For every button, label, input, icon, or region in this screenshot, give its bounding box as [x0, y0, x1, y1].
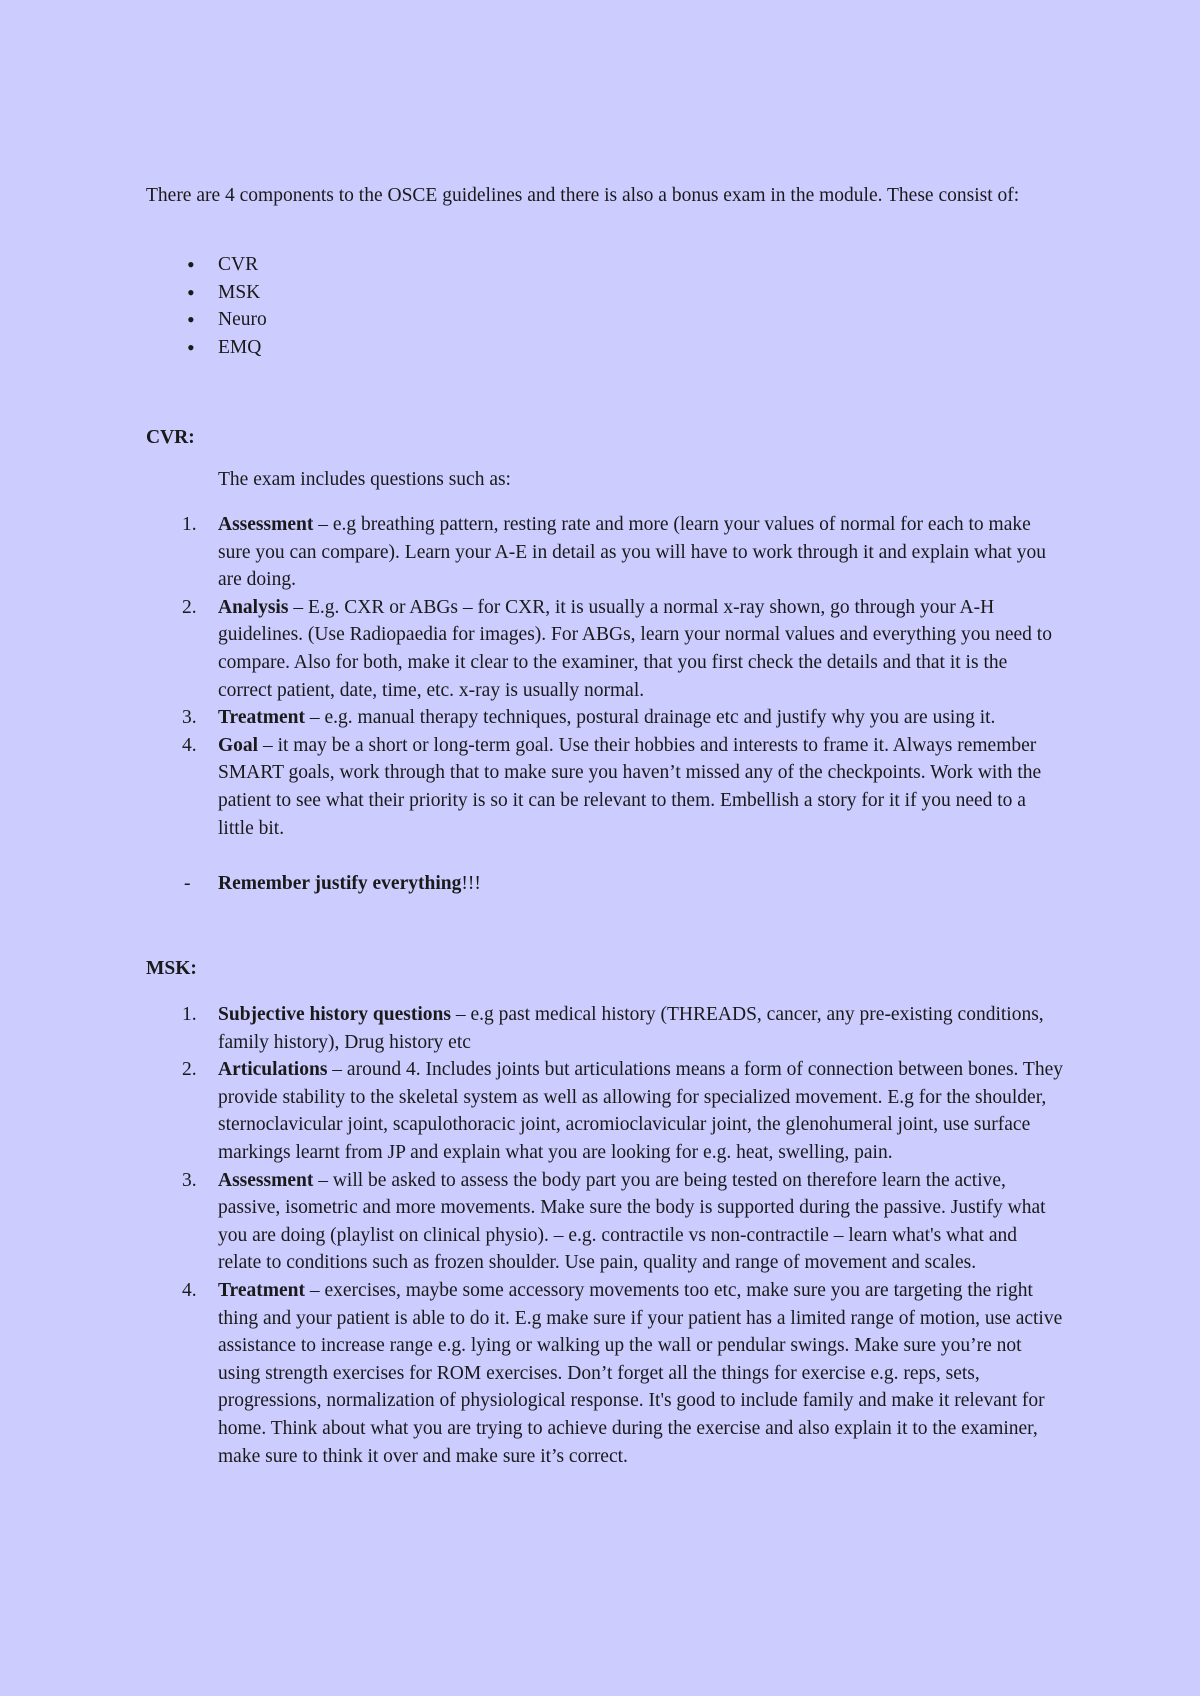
item-text: – exercises, maybe some accessory movements too etc, make sure you are targeting the right thing and your patient is able to do it. E.g make sure if your patient has a limited range of motion, use active assistance to increase range e.g. lying or walking up the wall or pendular swings. Make sure you’re not using strength exercises for ROM exercises. Don’t forget all the things for exercise e.g. reps, sets, progressions, normalization of physiological response. It's good to include family and make it relevant for home. Think about what you are trying to achieve during the exercise and also explain it to the examiner, make sure to think it over and make sure it’s correct.: [218, 1279, 1063, 1467]
intro-paragraph: There are 4 components to the OSCE guidelines and there is also a bonus exam in the module. These consist of:: [146, 185, 1020, 206]
reminder-line: [184, 870, 481, 898]
item-term: Treatment: [218, 707, 305, 729]
list-item: [182, 704, 1063, 732]
list-item: [182, 1056, 1063, 1166]
msk-questions-list: [182, 1001, 1063, 1470]
cvr-questions-list: [182, 511, 1063, 842]
list-item: [182, 1001, 1063, 1056]
item-number: 3.: [182, 707, 197, 729]
list-item: [182, 1277, 1063, 1470]
item-term: Treatment: [218, 1279, 305, 1301]
list-item: [182, 732, 1063, 842]
item-number: 3.: [182, 1169, 197, 1191]
item-term: Assessment: [218, 1169, 314, 1191]
reminder-bold: Remember justify everything: [218, 873, 462, 894]
item-number: 2.: [182, 596, 197, 618]
item-term: Articulations: [218, 1059, 328, 1081]
item-number: 1.: [182, 1004, 197, 1025]
item-term: Subjective history questions: [218, 1004, 451, 1025]
list-item: • CVR: [190, 251, 267, 279]
item-number: 1.: [182, 514, 197, 535]
item-text: – e.g past medical history (THREADS, cancer, any pre-existing conditions, family history), Drug history etc: [218, 1004, 1044, 1053]
list-item: [182, 594, 1063, 704]
cvr-heading: CVR:: [146, 427, 195, 448]
item-term: Assessment: [218, 514, 314, 535]
item-number: 2.: [182, 1059, 197, 1081]
components-list: [190, 251, 267, 361]
reminder-dash: -: [184, 873, 191, 894]
msk-heading: MSK:: [146, 958, 197, 979]
item-text: – e.g. manual therapy techniques, postural drainage etc and justify why you are using it.: [305, 707, 996, 729]
list-item: • MSK: [190, 279, 267, 307]
item-term: Goal: [218, 734, 259, 756]
cvr-intro: The exam includes questions such as:: [218, 469, 511, 490]
reminder-tail: !!!: [461, 873, 481, 894]
item-term: Analysis: [218, 596, 289, 618]
list-item: [182, 511, 1063, 594]
item-text: – will be asked to assess the body part you are being tested on therefore learn the active, passive, isometric and more movements. Make sure the body is supported during the passive. Justify what you are doing (playlist on clinical physio). – e.g. contractile vs non-contractile – learn what's what and relate to conditions such as frozen shoulder. Use pain, quality and range of movement and scales.: [218, 1169, 1046, 1274]
list-item: [182, 1167, 1063, 1277]
item-text: – e.g breathing pattern, resting rate and more (learn your values of normal for each to make sure you can compare). Learn your A-E in detail as you will have to work through it and explain what you are doing.: [218, 514, 1046, 591]
item-number: 4.: [182, 1279, 197, 1301]
list-item: • EMQ: [190, 334, 267, 362]
item-text: – around 4. Includes joints but articulations means a form of connection between bones. They provide stability to the skeletal system as well as allowing for specialized movement. E.g for the shoulder, sternoclavicular joint, scapulothoracic joint, acromioclavicular joint, the glenohumeral joint, use surface markings learnt from JP and explain what you are looking for e.g. heat, swelling, pain.: [218, 1059, 1063, 1163]
item-number: 4.: [182, 734, 197, 756]
item-text: – E.g. CXR or ABGs – for CXR, it is usually a normal x-ray shown, go through your A-H guidelines. (Use Radiopaedia for images). For ABGs, learn your normal values and everything you need to compare. Also for both, make it clear to the examiner, that you first check the details and that it is the correct patient, date, time, etc. x-ray is usually normal.: [218, 596, 1052, 701]
item-text: – it may be a short or long-term goal. Use their hobbies and interests to frame it. Always remember SMART goals, work through that to make sure you haven’t missed any of the checkpoints. Work with the patient to see what their priority is so it can be relevant to them. Embellish a story for it if you need to a little bit.: [218, 734, 1042, 839]
list-item: • Neuro: [190, 306, 267, 334]
